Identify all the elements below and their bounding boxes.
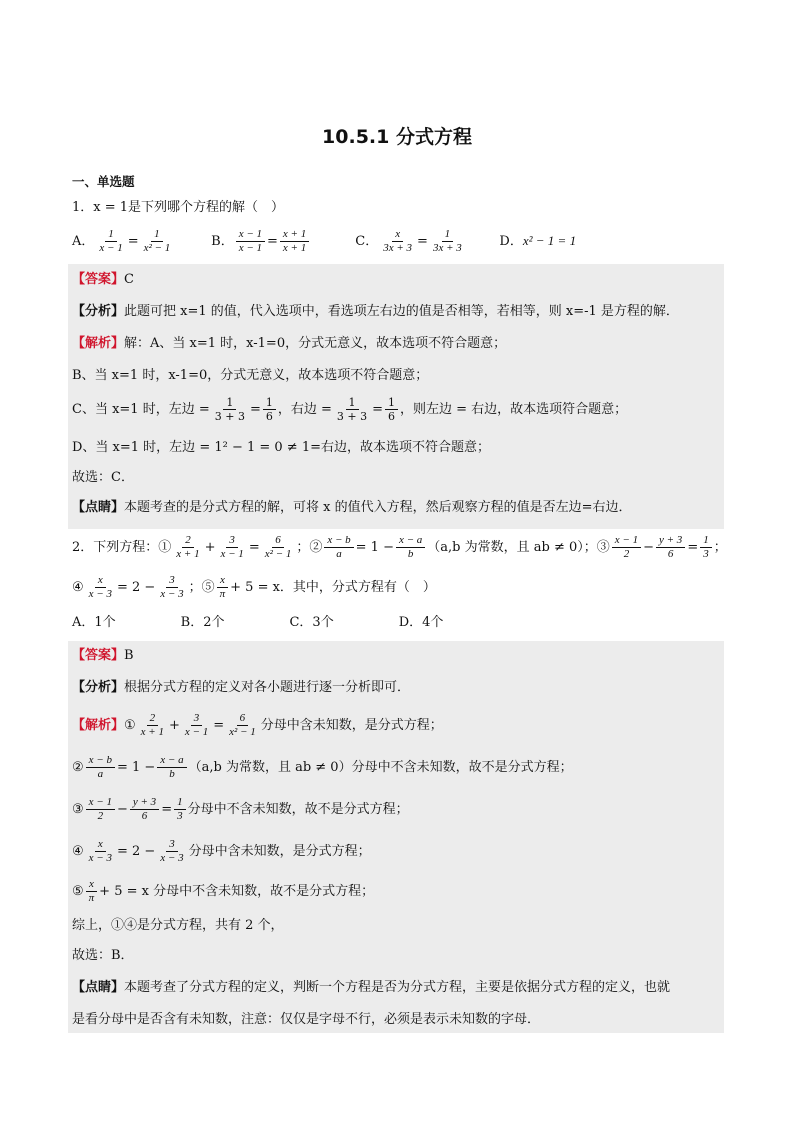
q1-answer: 【答案】C [72,272,134,287]
q2-answer: 【答案】B [72,648,134,663]
page-title: 10.5.1 分式方程 [322,126,472,148]
q1-solution-c: C、当 x=1 时，左边 = $\frac{1}{3 + 3}$ = $\frac{1}{6}$ ，右边 = $\frac{1}{3 + 3}$ = $\frac{1}{6}$ ，则左边 = 右边，故本选项符合题意； [72,396,628,423]
q2-summary: 综上，①④是分式方程，共有 2 个， [72,918,284,933]
q1-option-c: C． $\frac{x}{3x + 3}$ = $\frac{1}{3x + 3}$ [355,228,462,254]
q1-options [72,228,576,255]
q2-solution-2: ② $\frac{x - b}{a}$ = 1 − $\frac{x - a}{b}$ （a,b 为常数，且 ab ≠ 0）分母中不含未知数，故不是分式方程； [72,754,573,780]
q2-options: A．1个 B．2个 C．3个 D．4个 [72,615,444,630]
q1-solution-d: D、当 x=1 时，左边 = 1² − 1 = 0 ≠ 1=右边，故本选项不符合题意； [72,440,490,455]
q2-analysis: 【分析】根据分式方程的定义对各小题进行逐一分析即可． [72,680,411,695]
q2-solution-5: ⑤ $\frac{x}{\pi}$ + 5 = x 分母中不含未知数，故不是分式方程； [72,878,375,904]
q1-option-a: A． $\frac{1}{x - 1}$ = $\frac{1}{\text{x² − 1}}$ [72,228,171,254]
q2-comment-1: 【点睛】本题考查了分式方程的定义，判断一个方程是否为分式方程，主要是依据分式方程的定义，也就 [72,980,671,995]
q2-solution-3: ③ $\frac{x - 1}{2}$ − $\frac{y + 3}{6}$ = $\frac{1}{3}$ 分母中不含未知数，故不是分式方程； [72,796,409,822]
q1-solution-b: B、当 x=1 时，x-1=0，分式无意义，故本选项不符合题意； [72,368,429,383]
q2-stem-line2: ④ $\frac{x}{x - 3}$ = 2 − $\frac{3}{x - 3}$ ；⑤ $\frac{x}{\pi}$ + 5 = x．其中，分式方程有（ ） [72,574,436,600]
q2-solution-1: 【解析】① $\frac{2}{x + 1}$ + $\frac{3}{x - 1}$ = $\frac{6}{\text{x² − 1}}$ 分母中含未知数，是分式方程； [72,712,443,738]
q1-analysis: 【分析】此题可把 x=1 的值，代入选项中，看选项左右边的值是否相等，若相等，则 x=-1 是方程的解． [72,304,679,319]
q2-solution-4: ④ $\frac{x}{x - 3}$ = 2 − $\frac{3}{x - 3}$ 分母中含未知数，是分式方程； [72,838,371,864]
q1-stem: 1．x = 1是下列哪个方程的解（ ） [72,200,285,215]
q1-option-d: D．x² − 1 = 1 [499,233,577,249]
section-heading: 一、单选题 [72,174,135,189]
q1-solution-a: 【解析】解：A、当 x=1 时，x-1=0，分式无意义，故本选项不符合题意； [72,336,507,351]
q1-option-b: B． $\frac{x - 1}{x - 1}$ = $\frac{x + 1}{x + 1}$ [211,228,351,255]
q1-choice: 故选：C． [72,470,134,485]
q2-choice: 故选：B． [72,948,134,963]
q2-stem-line1: 2．下列方程：① $\frac{2}{x + 1}$ + $\frac{3}{x - 1}$ = $\frac{6}{\text{x² − 1}}$ ；② $\frac{x - b}{a}$ = 1 − $\frac{x - a}{b}$ （a,b 为常数，且 ab ≠ 0）；③ $\frac{x - 1}{2}$ − $\frac{y + 3}{6}$ = $\frac{1}{3}$ ； [72,534,727,560]
q2-answer-block [68,641,724,1033]
q2-comment-2: 是看分母中是否含有未知数，注意：仅仅是字母不行，必须是表示未知数的字母． [72,1012,541,1027]
q1-comment: 【点睛】本题考查的是分式方程的解，可将 x 的值代入方程，然后观察方程的值是否左边=右边． [72,500,632,515]
